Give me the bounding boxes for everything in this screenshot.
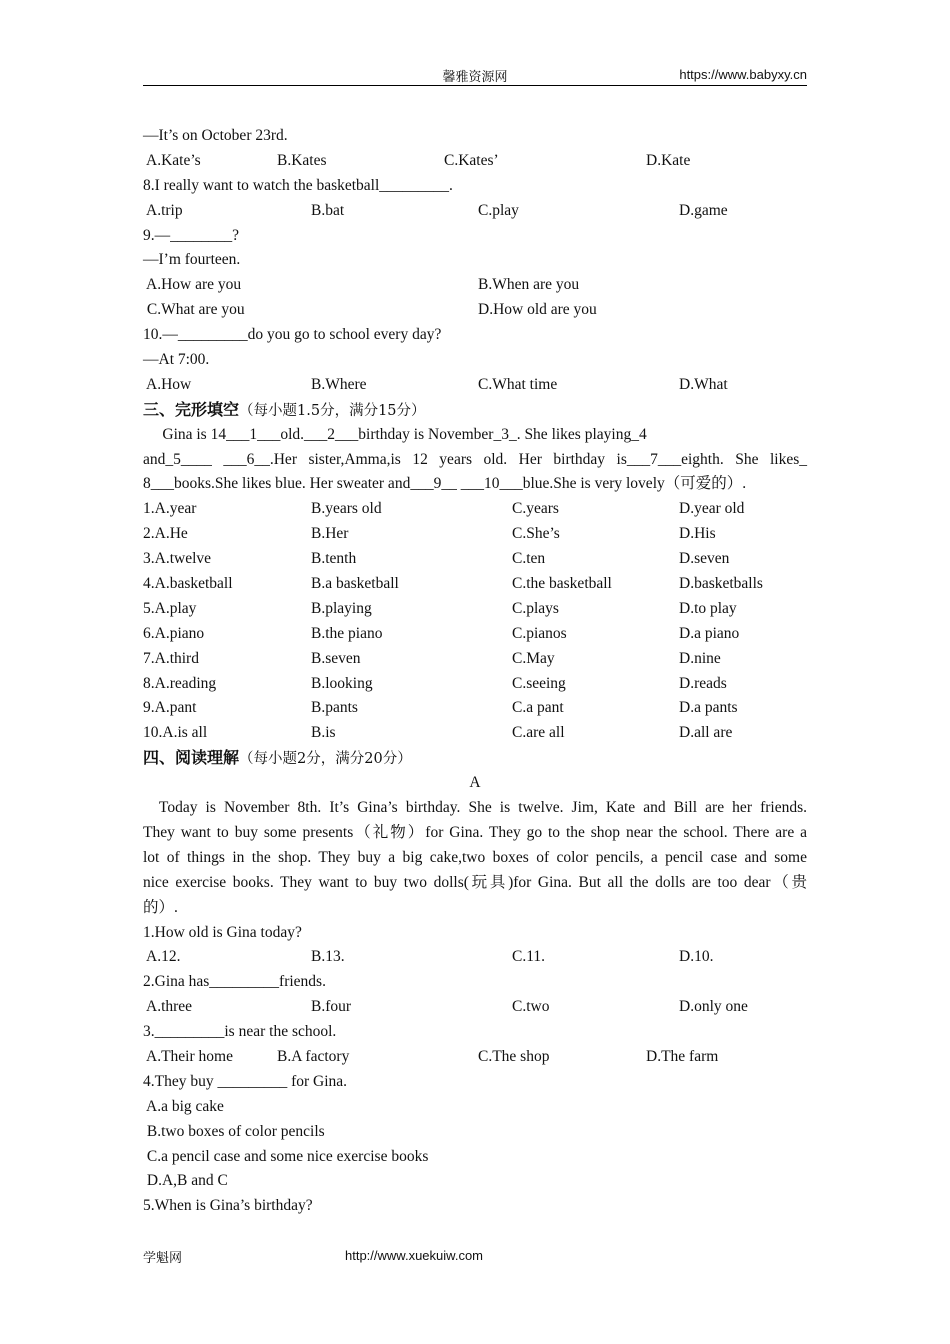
answer-option: C.seeing bbox=[512, 674, 566, 692]
text-line: Today is November 8th. It’s Gina’s birthday. She is twelve. Jim, Kate and Bill are her friends. bbox=[143, 799, 807, 817]
answer-option: B.bat bbox=[311, 201, 345, 219]
answer-option: C.The shop bbox=[478, 1047, 550, 1065]
answer-option: C.pianos bbox=[512, 624, 567, 642]
footer-site-url[interactable]: http://www.xuekuiw.com bbox=[345, 1248, 483, 1263]
answer-option: 5.A.play bbox=[143, 599, 197, 617]
answer-option: D.The farm bbox=[646, 1047, 719, 1065]
answer-option: D.10. bbox=[679, 948, 714, 966]
answer-option: D.all are bbox=[679, 724, 733, 742]
answer-options-row bbox=[143, 995, 807, 1020]
answer-options-row bbox=[143, 721, 807, 746]
answer-options-row bbox=[143, 647, 807, 672]
answer-option: B.13. bbox=[311, 948, 345, 966]
answer-options-row bbox=[143, 1045, 807, 1070]
answer-option: C.May bbox=[512, 649, 555, 667]
answer-option: D.How old are you bbox=[478, 301, 597, 319]
answer-option: B.seven bbox=[311, 649, 361, 667]
answer-option: 4.A.basketball bbox=[143, 575, 233, 593]
answer-options-row bbox=[143, 672, 807, 697]
answer-option: C.ten bbox=[512, 550, 546, 568]
header-site-name: 馨雅资源网 bbox=[442, 70, 508, 85]
answer-option: A.How bbox=[143, 375, 192, 393]
answer-options-row bbox=[143, 522, 807, 547]
answer-option: B.a basketball bbox=[311, 575, 399, 593]
passage-label: A bbox=[469, 774, 481, 792]
answer-option: D.reads bbox=[679, 674, 727, 692]
text-line: D.A,B and C bbox=[143, 1172, 228, 1190]
footer-site-name: 学魁网 bbox=[143, 1251, 183, 1266]
answer-option: B.playing bbox=[311, 599, 372, 617]
answer-option: D.to play bbox=[679, 599, 737, 617]
answer-option: B.Her bbox=[311, 525, 349, 543]
answer-option: D.basketballs bbox=[679, 575, 763, 593]
answer-option: B.A factory bbox=[277, 1047, 350, 1065]
text-line: nice exercise books. They want to buy two dolls(玩具)for Gina. But all the dolls are too dear（贵 bbox=[143, 873, 807, 891]
answer-option: C.11. bbox=[512, 948, 546, 966]
answer-option: B.years old bbox=[311, 500, 382, 518]
text-line: —It’s on October 23rd. bbox=[143, 127, 288, 144]
text-line: 4.They buy _________ for Gina. bbox=[143, 1072, 348, 1090]
answer-option: B.the piano bbox=[311, 624, 383, 642]
answer-option: D.a pants bbox=[679, 699, 738, 717]
text-line: 1.How old is Gina today? bbox=[143, 923, 302, 941]
section-score-note: （每小题2分，满分20分） bbox=[239, 751, 412, 768]
answer-option: 7.A.third bbox=[143, 649, 199, 667]
text-line: lot of things in the shop. They buy a big cake,two boxes of color pencils, a pencil case and some bbox=[143, 848, 807, 866]
answer-option: A.Kate’s bbox=[143, 151, 201, 169]
text-line: 8.I really want to watch the basketball_________. bbox=[143, 176, 453, 194]
text-line: B.two boxes of color pencils bbox=[143, 1122, 325, 1140]
answer-option: 8.A.reading bbox=[143, 674, 217, 692]
answer-option: 6.A.piano bbox=[143, 624, 205, 642]
answer-option: C.a pant bbox=[512, 699, 564, 717]
answer-options-row bbox=[143, 597, 807, 622]
text-line: Gina is 14___1___old.___2___birthday is November_3_. She likes playing_4 bbox=[143, 425, 647, 443]
answer-option: D.game bbox=[679, 201, 728, 219]
answer-options-row bbox=[143, 273, 807, 298]
answer-options-row bbox=[143, 149, 807, 174]
answer-option: C.two bbox=[512, 998, 550, 1016]
answer-option: D.nine bbox=[679, 649, 721, 667]
answer-options-row bbox=[143, 373, 807, 398]
answer-option: B.is bbox=[311, 724, 336, 742]
answer-option: B.tenth bbox=[311, 550, 357, 568]
answer-option: C.She’s bbox=[512, 525, 560, 543]
answer-option: 3.A.twelve bbox=[143, 550, 212, 568]
text-line: They want to buy some presents（礼物）for Gina. They go to the shop near the school. There are a bbox=[143, 823, 807, 841]
answer-options-row bbox=[143, 497, 807, 522]
answer-option: C.are all bbox=[512, 724, 565, 742]
answer-option: D.year old bbox=[679, 500, 745, 518]
exam-content bbox=[143, 124, 807, 1219]
answer-option: 2.A.He bbox=[143, 525, 188, 543]
answer-option: 9.A.pant bbox=[143, 699, 197, 717]
answer-option: A.12. bbox=[143, 948, 181, 966]
answer-option: C.What are you bbox=[143, 301, 245, 319]
answer-option: C.play bbox=[478, 201, 519, 219]
answer-options-row bbox=[143, 945, 807, 970]
text-line: 9.—________? bbox=[143, 226, 240, 244]
answer-option: C.years bbox=[512, 500, 559, 518]
text-line: C.a pencil case and some nice exercise books bbox=[143, 1147, 429, 1165]
text-line: 3._________is near the school. bbox=[143, 1023, 337, 1041]
answer-option: B.pants bbox=[311, 699, 358, 717]
answer-options-row bbox=[143, 572, 807, 597]
answer-options-row bbox=[143, 622, 807, 647]
text-line: 2.Gina has_________friends. bbox=[143, 973, 326, 991]
answer-option: B.looking bbox=[311, 674, 373, 692]
answer-options-row bbox=[143, 547, 807, 572]
text-line: and_5____ ___6__.Her sister,Amma,is 12 years old. Her birthday is___7___eighth. She likes_ bbox=[143, 450, 807, 468]
answer-options-row bbox=[143, 199, 807, 224]
text-line: —I’m fourteen. bbox=[143, 251, 241, 269]
header-site-url[interactable]: https://www.babyxy.cn bbox=[679, 67, 807, 82]
answer-option: B.Where bbox=[311, 375, 367, 393]
text-line: 8___books.She likes blue. Her sweater and___9__ ___10___blue.She is very lovely（可爱的）. bbox=[143, 475, 747, 493]
answer-option: B.four bbox=[311, 998, 352, 1016]
section-title: 三、完形填空 bbox=[143, 399, 240, 419]
answer-option: B.Kates bbox=[277, 151, 327, 169]
answer-options-row bbox=[143, 696, 807, 721]
answer-option: C.the basketball bbox=[512, 575, 612, 593]
text-line: 10.—_________do you go to school every day? bbox=[143, 326, 442, 344]
answer-option: D.a piano bbox=[679, 624, 740, 642]
section-score-note: （每小题1.5分，满分15分） bbox=[239, 402, 426, 419]
answer-option: A.Their home bbox=[143, 1047, 233, 1065]
answer-option: D.His bbox=[679, 525, 716, 543]
answer-option: 10.A.is all bbox=[143, 724, 208, 742]
answer-option: C.What time bbox=[478, 375, 558, 393]
text-line: A.a big cake bbox=[143, 1097, 224, 1115]
answer-option: D.Kate bbox=[646, 151, 691, 169]
answer-option: D.seven bbox=[679, 550, 730, 568]
answer-options-row bbox=[143, 298, 807, 323]
answer-option: A.three bbox=[143, 998, 193, 1016]
answer-option: D.only one bbox=[679, 998, 748, 1016]
answer-option: A.How are you bbox=[143, 276, 242, 294]
text-line: 5.When is Gina’s birthday? bbox=[143, 1197, 313, 1215]
section-heading bbox=[143, 746, 807, 771]
answer-option: A.trip bbox=[143, 201, 183, 219]
header-rule bbox=[143, 85, 807, 86]
text-line: 的）. bbox=[143, 898, 178, 916]
answer-option: B.When are you bbox=[478, 276, 580, 294]
answer-option: C.plays bbox=[512, 599, 559, 617]
answer-option: 1.A.year bbox=[143, 500, 197, 518]
section-heading bbox=[143, 398, 807, 423]
section-title: 四、阅读理解 bbox=[143, 748, 240, 768]
answer-option: D.What bbox=[679, 375, 728, 393]
text-line: —At 7:00. bbox=[143, 351, 210, 369]
answer-option: C.Kates’ bbox=[444, 151, 499, 169]
